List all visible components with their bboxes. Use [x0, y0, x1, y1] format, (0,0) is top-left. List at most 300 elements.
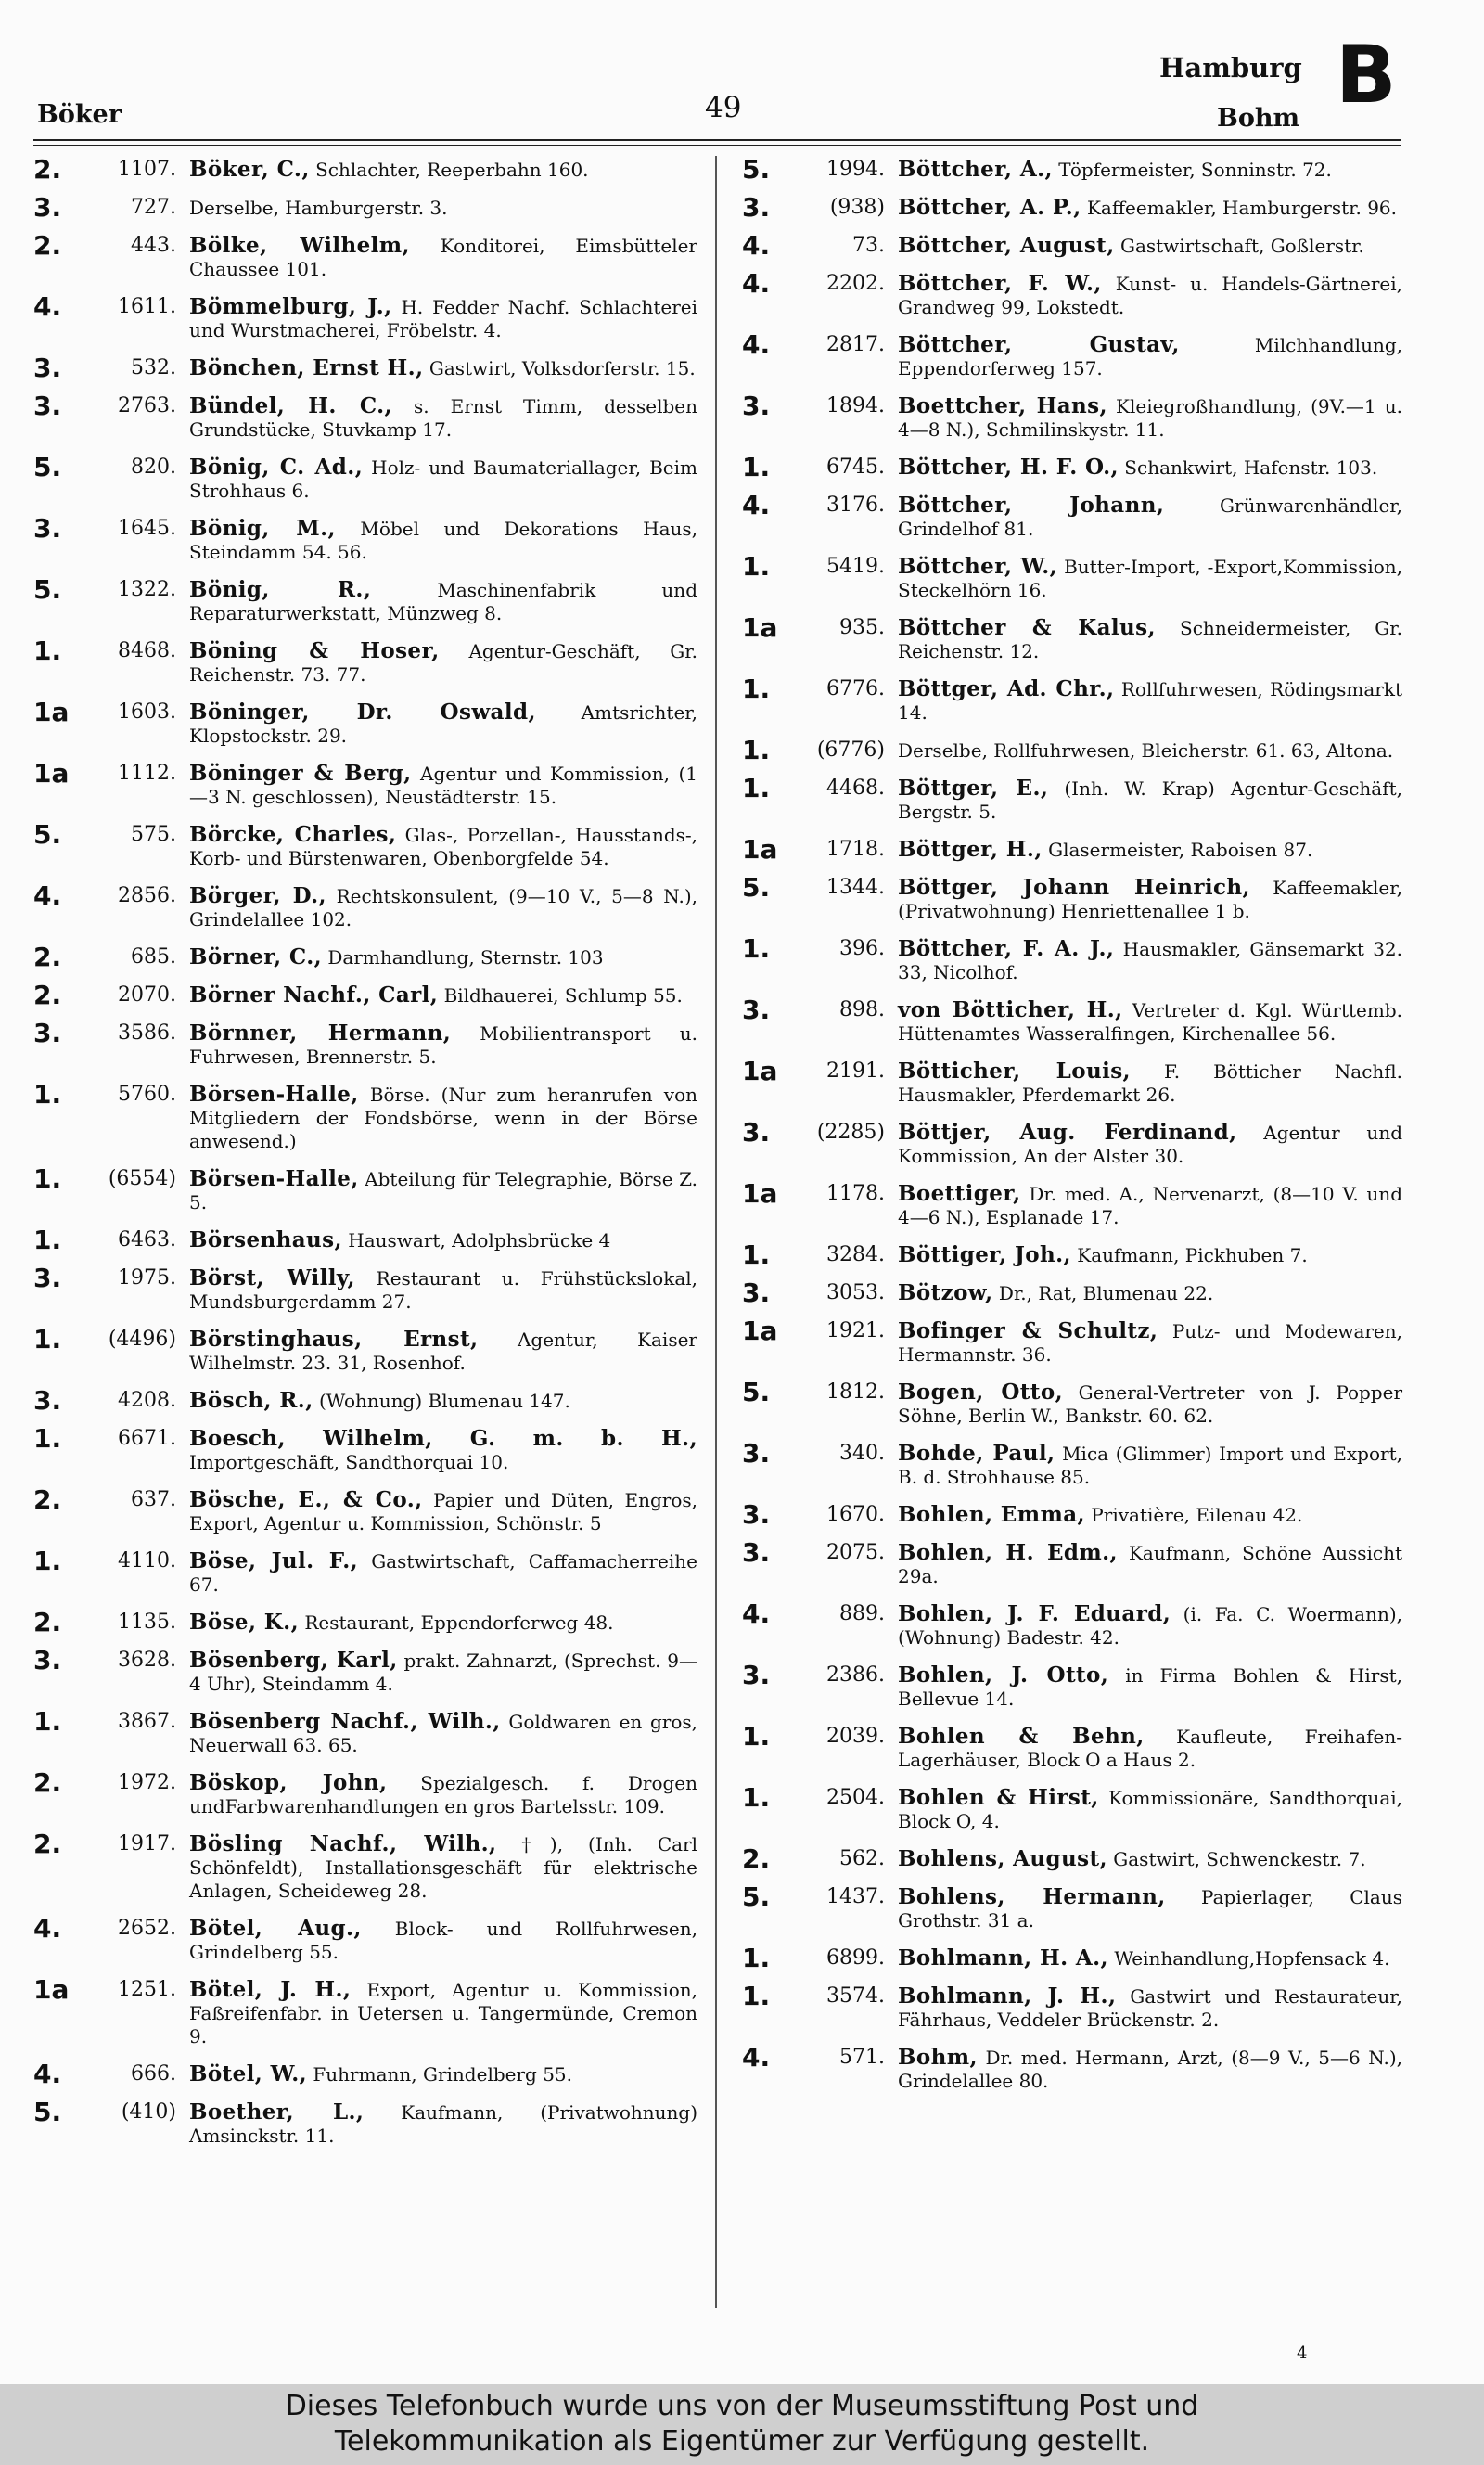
subscriber-name: Bohlens, Hermann,	[898, 1884, 1166, 1909]
phone-number: 1251.	[118, 1978, 176, 2001]
directory-entry	[33, 1484, 698, 1535]
subscriber-details: (Inh. W. Krap) Agentur-Geschäft, Bergstr. 5.	[898, 777, 1402, 823]
subscriber-details: Kaufmann, Pickhuben 7.	[1077, 1244, 1308, 1266]
entry-text	[898, 1847, 1402, 1871]
subscriber-details: Spezialgesch. f. Drogen undFarbwarenhandlungen en gros Bartelsstr. 109.	[189, 1772, 698, 1817]
entry-text	[189, 456, 697, 503]
subscriber-details: Kaufleute, Freihafen-Lagerhäuser, Block O a Haus 2.	[898, 1726, 1402, 1771]
entry-text	[898, 738, 1402, 763]
subscriber-details: Kleiegroßhandlung, (9V.—1 u. 4—8 N.), Schmilinskystr. 11.	[898, 395, 1402, 441]
phone-number: 4208.	[118, 1389, 176, 1412]
phone-number: (938)	[829, 196, 885, 219]
subscriber-name: Bohlmann, H. A.,	[898, 1945, 1108, 1971]
phone-number: 1994.	[826, 158, 885, 181]
phone-number: 571.	[839, 2046, 885, 2069]
exchange-zone: 4.	[742, 2042, 771, 2073]
subscriber-name: Bösche, E., & Co.,	[189, 1487, 423, 1512]
subscriber-name: Bötticher, Louis,	[898, 1059, 1131, 1084]
directory-entry	[33, 1607, 697, 1637]
directory-entry	[742, 230, 1402, 261]
subscriber-name: Böse, Jul. F.,	[189, 1548, 359, 1573]
header-first-name: Böker	[37, 100, 122, 129]
subscriber-name: Böttger, E.,	[898, 776, 1049, 801]
directory-entry	[742, 1056, 1402, 1107]
phone-number: 1917.	[118, 1832, 176, 1855]
entry-text	[189, 983, 697, 1008]
subscriber-name: Bogen, Otto,	[898, 1380, 1063, 1405]
directory-entry	[742, 1499, 1402, 1530]
entry-text	[898, 1541, 1402, 1588]
exchange-zone: 4.	[742, 329, 771, 360]
phone-number: 2070.	[118, 983, 176, 1007]
exchange-zone: 5.	[33, 2097, 62, 2127]
exchange-zone: 4.	[742, 230, 771, 261]
subscriber-details: Kunst- u. Handels-Gärtnerei, Grandweg 99, Lokstedt.	[898, 273, 1402, 318]
phone-number: 2202.	[826, 272, 885, 295]
phone-number: 637.	[131, 1488, 176, 1511]
entry-text	[189, 1978, 697, 2048]
subscriber-details: Darmhandlung, Sternstr. 103	[327, 946, 604, 969]
entry-text	[898, 1319, 1402, 1367]
exchange-zone: 2.	[33, 1829, 62, 1859]
directory-entry	[742, 1438, 1402, 1489]
subscriber-details: Bildhauerei, Schlump 55.	[443, 984, 683, 1007]
exchange-zone: 1.	[742, 1239, 771, 1270]
exchange-zone: 1.	[33, 1225, 62, 1255]
subscriber-details: Schankwirt, Hafenstr. 103.	[1124, 456, 1378, 479]
entry-text	[898, 937, 1402, 984]
exchange-zone: 3.	[742, 1537, 771, 1568]
subscriber-details: Möbel und Dekorations Haus, Steindamm 54. 56.	[189, 518, 697, 563]
entry-text	[898, 1442, 1402, 1489]
entry-text	[898, 1503, 1402, 1527]
subscriber-details: Töpfermeister, Sonninstr. 72.	[1058, 159, 1332, 181]
phone-number: 1894.	[826, 394, 885, 417]
phone-number: 2191.	[826, 1059, 885, 1083]
subscriber-name: Bohlen, J. Otto,	[898, 1663, 1109, 1688]
phone-number: 1718.	[826, 838, 885, 861]
subscriber-name: Bohlen & Hirst,	[898, 1785, 1099, 1810]
exchange-zone: 3.	[33, 391, 62, 421]
exchange-zone: 3.	[742, 1117, 771, 1148]
phone-number: 6671.	[118, 1427, 176, 1450]
subscriber-details: Fuhrmann, Grindelberg 55.	[313, 2063, 573, 2086]
phone-number: (4496)	[108, 1328, 176, 1351]
subscriber-details: Agentur und Kommission, (1—3 N. geschlossen), Neustädterstr. 15.	[189, 763, 698, 808]
directory-entry	[33, 758, 698, 809]
subscriber-details: Glasermeister, Raboisen 87.	[1048, 839, 1313, 861]
subscriber-name: Boether, L.,	[189, 2099, 365, 2125]
exchange-zone: 5.	[33, 574, 62, 605]
entry-text	[898, 158, 1402, 182]
phone-number: 1921.	[826, 1319, 885, 1342]
directory-entry	[33, 1913, 697, 1964]
directory-entry	[33, 513, 697, 564]
subscriber-name: Bohlen, H. Edm.,	[898, 1540, 1118, 1565]
phone-number: 2763.	[118, 394, 176, 417]
directory-entry	[742, 1316, 1402, 1367]
exchange-zone: 5.	[742, 1377, 771, 1407]
phone-number: 889.	[839, 1602, 885, 1625]
subscriber-name: Böttcher, A.,	[898, 157, 1053, 182]
exchange-zone: 5.	[742, 154, 771, 185]
subscriber-name: Bösenberg Nachf., Wilh.,	[189, 1709, 501, 1734]
exchange-zone: 1.	[33, 1163, 62, 1194]
phone-number: 2856.	[118, 884, 176, 907]
subscriber-details: Gastwirt, Schwenckestr. 7.	[1113, 1848, 1366, 1870]
phone-number: 1603.	[118, 700, 176, 724]
subscriber-name: Bölke, Wilhelm,	[189, 233, 410, 258]
entry-text	[898, 394, 1402, 442]
subscriber-details: Kaufmann, (Privatwohnung) Amsinckstr. 11.	[189, 2101, 698, 2147]
exchange-zone: 3.	[742, 1499, 771, 1530]
subscriber-name: Böse, K.,	[189, 1610, 299, 1635]
entry-text	[898, 272, 1402, 319]
phone-number: 2817.	[826, 333, 885, 356]
directory-entry	[742, 872, 1402, 923]
subscriber-name: Bösling Nachf., Wilh.,	[189, 1831, 497, 1856]
entry-text	[189, 639, 697, 687]
directory-entry	[33, 1974, 697, 2048]
subscriber-name: Böttcher & Kalus,	[898, 615, 1156, 640]
directory-entry	[33, 2059, 697, 2089]
subscriber-details: Mica (Glimmer) Import und Export, B. d. Strohhause 85.	[898, 1443, 1402, 1488]
subscriber-name: Börger, D.,	[189, 883, 326, 908]
directory-entry	[33, 1546, 697, 1597]
phone-number: 1611.	[118, 295, 176, 318]
exchange-zone: 1.	[742, 773, 771, 803]
entry-text	[898, 1663, 1402, 1711]
directory-entry	[33, 192, 697, 223]
entry-text	[898, 1059, 1402, 1107]
exchange-zone: 1.	[742, 735, 771, 765]
phone-number: 1972.	[118, 1771, 176, 1794]
phone-number: 1178.	[826, 1182, 885, 1205]
subscriber-name: Bötel, Aug.,	[189, 1916, 362, 1941]
footer-line-1: Dieses Telefonbuch wurde uns von der Museumsstiftung Post und	[285, 2390, 1199, 2422]
subscriber-details: Gastwirtschaft, Caffamacherreihe 67.	[189, 1550, 697, 1596]
phone-number: 4110.	[118, 1549, 176, 1573]
exchange-zone: 2.	[33, 1484, 62, 1515]
phone-number: 1645.	[118, 517, 176, 540]
directory-entry	[33, 1385, 697, 1416]
entry-text	[898, 677, 1402, 725]
subscriber-name: Börst, Willy,	[189, 1265, 355, 1290]
phone-number: (6554)	[108, 1167, 176, 1190]
subscriber-name: Böttcher, H. F. O.,	[898, 455, 1119, 480]
directory-entry	[33, 1645, 697, 1696]
subscriber-name: Böttger, H.,	[898, 837, 1043, 862]
directory-entry	[33, 1767, 698, 1818]
directory-entry	[33, 880, 697, 931]
exchange-zone: 5.	[742, 872, 771, 903]
phone-number: 935.	[839, 616, 885, 639]
phone-number: (2285)	[816, 1121, 885, 1144]
directory-entry	[33, 1706, 697, 1757]
directory-entry	[742, 1277, 1402, 1308]
directory-entry	[742, 834, 1402, 865]
directory-entry	[33, 1423, 697, 1474]
directory-entry	[742, 1537, 1402, 1588]
directory-entry	[33, 574, 697, 625]
subscriber-details: Importgeschäft, Sandthorquai 10.	[189, 1451, 509, 1473]
exchange-zone: 1a	[742, 1178, 778, 1209]
header-city: Hamburg	[1159, 52, 1302, 83]
entry-text	[898, 1984, 1402, 2032]
section-letter: B	[1336, 29, 1397, 122]
footer-banner	[0, 2384, 1484, 2465]
exchange-zone: 1.	[742, 1943, 771, 1973]
phone-number: 396.	[839, 937, 885, 960]
subscriber-details: Restaurant, Eppendorferweg 48.	[304, 1611, 614, 1634]
entry-text	[898, 1946, 1402, 1971]
phone-number: 6776.	[826, 677, 885, 700]
phone-number: 3628.	[118, 1649, 176, 1672]
exchange-zone: 2.	[33, 154, 62, 185]
exchange-zone: 1.	[33, 1079, 62, 1110]
subscriber-name: Bohde, Paul,	[898, 1441, 1055, 1466]
right-column	[742, 154, 1403, 2107]
subscriber-details: Restaurant u. Frühstückslokal, Mundsburgerdamm 27.	[189, 1267, 697, 1313]
subscriber-name: Böttcher, Johann,	[898, 493, 1165, 518]
entry-text	[189, 1549, 697, 1597]
subscriber-details: (Wohnung) Blumenau 147.	[318, 1390, 570, 1412]
exchange-zone: 1a	[33, 1974, 70, 2005]
directory-entry	[33, 2097, 698, 2148]
exchange-zone: 1a	[33, 758, 70, 789]
subscriber-details: Dr., Rat, Blumenau 22.	[998, 1282, 1214, 1304]
phone-number: 5760.	[118, 1083, 176, 1106]
entry-text	[189, 1328, 697, 1375]
exchange-zone: 1.	[742, 1721, 771, 1752]
directory-entry	[742, 1881, 1402, 1932]
header-rule	[33, 139, 1401, 141]
exchange-zone: 2.	[742, 1843, 771, 1874]
phone-number: 727.	[131, 196, 176, 219]
subscriber-name: Bönig, M.,	[189, 516, 336, 541]
phone-number: 666.	[131, 2062, 176, 2086]
exchange-zone: 3.	[33, 192, 62, 223]
subscriber-name: Börsenhaus,	[189, 1227, 342, 1252]
subscriber-details: Hausmakler, Gänsemarkt 32. 33, Nicolhof.	[898, 938, 1403, 983]
subscriber-name: Bösch, R.,	[189, 1388, 313, 1413]
directory-entry	[33, 942, 697, 972]
directory-entry	[33, 353, 697, 383]
subscriber-details: Gastwirt, Volksdorferstr. 15.	[429, 357, 696, 379]
exchange-zone: 4.	[33, 291, 62, 322]
phone-number: 1112.	[118, 762, 176, 785]
subscriber-details: Privatière, Eilenau 42.	[1091, 1504, 1303, 1526]
directory-entry	[33, 819, 698, 870]
subscriber-details: Börse. (Nur zum heranrufen von Mitgliedern der Fondsbörse, wenn in der Börse anwesend.)	[189, 1084, 697, 1152]
directory-entry	[742, 612, 1402, 663]
exchange-zone: 1a	[742, 612, 778, 643]
subscriber-name: Böninger & Berg,	[189, 761, 412, 786]
directory-entry	[33, 230, 697, 281]
subscriber-details: Amtsrichter, Klopstockstr. 29.	[189, 701, 698, 747]
directory-entry	[33, 1324, 697, 1375]
subscriber-name: Börstinghaus, Ernst,	[189, 1327, 479, 1352]
exchange-zone: 3.	[742, 192, 771, 223]
directory-entry	[33, 980, 697, 1010]
subscriber-name: Bohlen, J. F. Eduard,	[898, 1601, 1171, 1626]
signature-mark: 4	[1297, 2343, 1308, 2363]
directory-entry	[742, 2042, 1403, 2093]
entry-text	[898, 998, 1402, 1046]
exchange-zone: 1.	[33, 1324, 62, 1354]
directory-entry	[33, 1829, 697, 1903]
directory-entry	[33, 636, 697, 687]
subscriber-details: Butter-Import, -Export,Kommission, Steckelhörn 16.	[898, 556, 1403, 601]
subscriber-details: Agentur und Kommission, An der Alster 30.	[898, 1122, 1402, 1167]
phone-number: 2039.	[826, 1725, 885, 1748]
exchange-zone: 1.	[742, 551, 771, 582]
subscriber-name: Böttcher, Gustav,	[898, 332, 1180, 357]
entry-text	[189, 1167, 697, 1214]
entry-text	[898, 234, 1402, 258]
directory-entry	[33, 697, 698, 748]
phone-number: 898.	[839, 998, 885, 1021]
entry-text	[189, 1488, 697, 1535]
phone-number: 4468.	[826, 777, 885, 800]
directory-entry	[742, 1981, 1402, 2032]
exchange-zone: 3.	[33, 1385, 62, 1416]
directory-entry	[742, 391, 1402, 442]
subscriber-name: Bohlens, August,	[898, 1846, 1107, 1871]
exchange-zone: 2.	[33, 1607, 62, 1637]
phone-number: 1437.	[826, 1885, 885, 1908]
entry-text	[898, 555, 1402, 602]
directory-entry	[33, 452, 698, 503]
entry-text	[189, 1021, 697, 1069]
phone-number: 2386.	[826, 1663, 885, 1687]
phone-number: 3176.	[826, 494, 885, 517]
subscriber-name: Böskop, John,	[189, 1770, 388, 1795]
exchange-zone: 1a	[742, 834, 778, 865]
subscriber-details: s. Ernst Timm, desselben Grundstücke, Stuvkamp 17.	[189, 395, 697, 441]
directory-entry	[33, 154, 697, 185]
exchange-zone: 3.	[742, 1277, 771, 1308]
exchange-zone: 2.	[33, 1767, 62, 1798]
subscriber-name: Boesch, Wilhelm, G. m. b. H.,	[189, 1426, 697, 1451]
subscriber-name: Bohlen, Emma,	[898, 1502, 1085, 1527]
exchange-zone: 3.	[742, 995, 771, 1025]
subscriber-details: Abteilung für Telegraphie, Börse Z. 5.	[189, 1168, 697, 1213]
exchange-zone: 1.	[742, 1782, 771, 1813]
directory-entry	[742, 1598, 1402, 1650]
phone-number: 2652.	[118, 1917, 176, 1940]
directory-entry	[742, 933, 1403, 984]
subscriber-details: Putz- und Modewaren, Hermannstr. 36.	[898, 1320, 1402, 1366]
exchange-zone: 5.	[33, 819, 62, 850]
subscriber-details: Rollfuhrwesen, Rödingsmarkt 14.	[898, 678, 1402, 724]
subscriber-details: Gastwirtschaft, Goßlerstr.	[1119, 235, 1364, 257]
exchange-zone: 5.	[742, 1881, 771, 1912]
entry-text	[189, 884, 697, 931]
subscriber-details: Milchhandlung, Eppendorferweg 157.	[898, 334, 1403, 379]
subscriber-details: Glas-, Porzellan-, Hausstands-, Korb- und Bürstenwaren, Obenborgfelde 54.	[189, 824, 698, 869]
subscriber-name: Böninger, Dr. Oswald,	[189, 700, 536, 725]
subscriber-details: Holz- und Baumateriallager, Beim Strohhaus 6.	[189, 456, 698, 502]
phone-number: 3574.	[826, 1984, 885, 2008]
subscriber-details: Block- und Rollfuhrwesen, Grindelberg 55.	[189, 1918, 697, 1963]
directory-entry	[33, 291, 697, 342]
exchange-zone: 1a	[33, 697, 70, 727]
entry-text	[189, 196, 697, 220]
directory-entry	[742, 1843, 1402, 1874]
directory-entry	[742, 329, 1403, 380]
phone-number: 6899.	[826, 1946, 885, 1970]
entry-text	[189, 1083, 697, 1153]
subscriber-details: Grünwarenhändler, Grindelhof 81.	[898, 494, 1402, 540]
directory-entry	[742, 154, 1402, 185]
directory-entry	[33, 1225, 697, 1255]
entry-text	[189, 1389, 697, 1413]
directory-entry	[742, 1943, 1402, 1973]
phone-number: 73.	[852, 234, 885, 257]
entry-text	[898, 2046, 1402, 2093]
phone-number: 575.	[131, 823, 176, 846]
header-last-name: Bohm	[1217, 104, 1300, 133]
subscriber-name: Böttcher, F. A. J.,	[898, 936, 1115, 961]
entry-text	[189, 762, 697, 809]
subscriber-details: Hauswart, Adolphsbrücke 4	[348, 1229, 611, 1252]
subscriber-details: Konditorei, Eimsbütteler Chaussee 101.	[189, 235, 697, 280]
subscriber-details: Kaufmann, Schöne Aussicht 29a.	[898, 1542, 1402, 1587]
subscriber-name: Böker, C.,	[189, 157, 310, 182]
subscriber-details: Weinhandlung,Hopfensack 4.	[1114, 1947, 1390, 1970]
entry-text	[898, 1602, 1402, 1650]
phone-number: 340.	[839, 1442, 885, 1465]
directory-entry	[33, 1263, 697, 1314]
subscriber-name: Bönig, C. Ad.,	[189, 455, 364, 480]
subscriber-name: Bohlen & Behn,	[898, 1724, 1145, 1749]
subscriber-details: in Firma Bohlen & Hirst, Bellevue 14.	[898, 1664, 1402, 1710]
phone-number: 1135.	[118, 1611, 176, 1634]
subscriber-name: Bofinger & Schultz,	[898, 1318, 1158, 1343]
exchange-zone: 1.	[742, 933, 771, 964]
phone-number: 2075.	[826, 1541, 885, 1564]
phone-number: 820.	[131, 456, 176, 479]
subscriber-details: General-Vertreter von J. Popper Söhne, Berlin W., Bankstr. 60. 62.	[898, 1381, 1403, 1427]
subscriber-name: Böttcher, A. P.,	[898, 195, 1081, 220]
exchange-zone: 1.	[33, 636, 62, 666]
exchange-zone: 1.	[33, 1546, 62, 1576]
directory-entry	[742, 1178, 1403, 1229]
entry-text	[189, 2062, 697, 2086]
phone-number: 6463.	[118, 1228, 176, 1252]
exchange-zone: 2.	[33, 942, 62, 972]
entry-text	[898, 616, 1402, 663]
directory-entry	[742, 1117, 1402, 1168]
subscriber-details: Gastwirt und Restaurateur, Fährhaus, Veddeler Brückenstr. 2.	[898, 1985, 1402, 2031]
directory-entry	[33, 1018, 697, 1069]
exchange-zone: 1.	[33, 1423, 62, 1454]
subscriber-name: Böttjer, Aug. Ferdinand,	[898, 1120, 1237, 1145]
footer-line-2: Telekommunikation als Eigentümer zur Verfügung gestellt.	[334, 2425, 1150, 2458]
subscriber-name: von Bötticher, H.,	[898, 997, 1123, 1022]
entry-text	[189, 1266, 697, 1314]
subscriber-details: Vertreter d. Kgl. Württemb. Hüttenamtes Wasseralfingen, Kirchenallee 56.	[898, 999, 1403, 1045]
entry-text	[189, 1710, 697, 1757]
subscriber-name: Böttcher, August,	[898, 233, 1115, 258]
subscriber-details: Agentur, Kaiser Wilhelmstr. 23. 31, Rosenhof.	[189, 1329, 697, 1374]
subscriber-name: Bönig, R.,	[189, 577, 372, 602]
subscriber-details: Goldwaren en gros, Neuerwall 63. 65.	[189, 1711, 697, 1756]
subscriber-details: Papierlager, Claus Grothstr. 31 a.	[898, 1886, 1402, 1932]
entry-text	[189, 1649, 697, 1696]
entry-text	[898, 1786, 1402, 1833]
